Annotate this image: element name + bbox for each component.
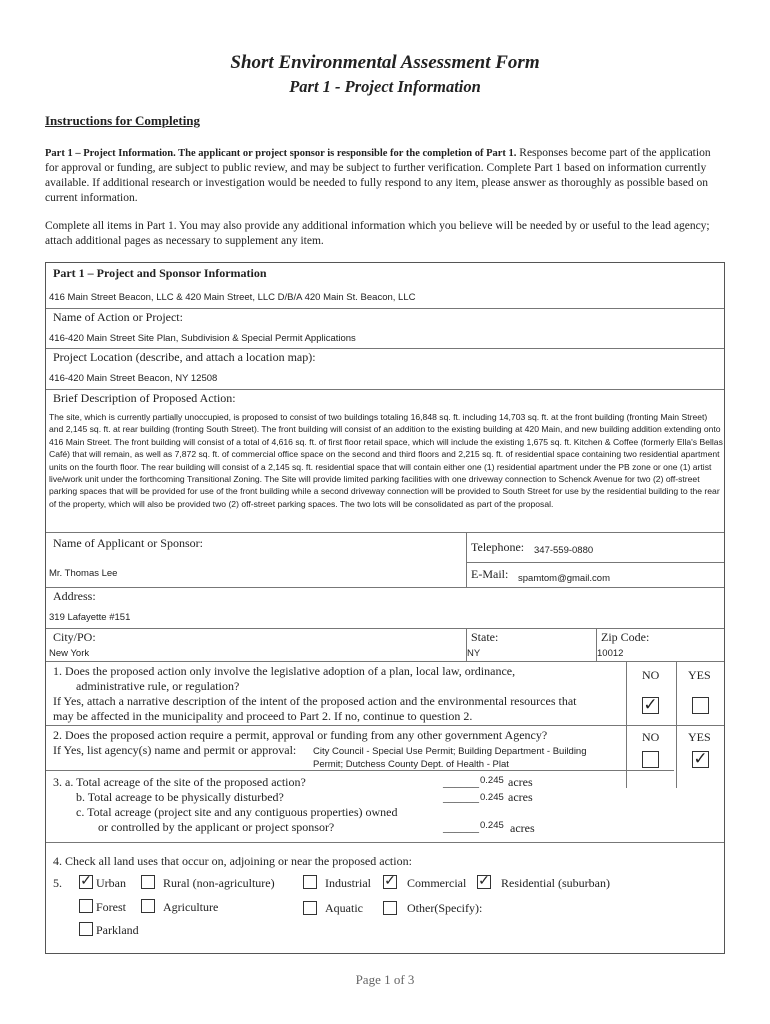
q2-text-line2: If Yes, list agency(s) name and permit or approval: bbox=[53, 743, 297, 757]
landuse-residential-label: Residential (suburban) bbox=[501, 876, 610, 890]
landuse-other-label: Other(Specify): bbox=[407, 901, 483, 915]
q2-no-label: NO bbox=[642, 730, 660, 744]
q1-yes-label: YES bbox=[688, 668, 711, 682]
q3c-label-line1: c. Total acreage (project site and any contiguous properties) owned bbox=[76, 805, 398, 819]
landuse-forest-label: Forest bbox=[96, 900, 126, 914]
instructions-heading: Instructions for Completing bbox=[45, 113, 201, 128]
description-value[interactable]: The site, which is currently partially unoccupied, is proposed to consist of two buildings totaling 16,848 sq. ft. including 14,703 sq. ft. at the front building (fronting Main Street) and 2,145 sq. ft. at rear building (fronting South Street). The front building will consist of an addition to the existing building at 420 Main, and new building addition extending onto 416 Main Street. The front building will consist of a total of 4,616 sq. ft. of first floor retail space, which will include the existing 1,675 sq. ft. Kitchen & Coffee (formerly Ella's Bellas Café) that will remain, as well as 7,872 sq. ft. of commercial office space on the second and third floors and 2,215 sq. ft. of residential space containing two residential apartment units on the fourth floor. The rear building will consist of a 2,145 sq. ft. residential space that will contain either one (1) residential apartment under the PB zone or one (1) artist live/work unit under the forthcoming Transitional Zoning. The Site will provide limited parking facilities with one driveway connection to Schenck Avenue for two (2) off-street parking spaces that will be provided for use of the front building while a second driveway connection will be provided to South Street for use by the residential building to the rear of the property, which will also be provided two (2) off-street parking spaces. The two lots will be consolidated as part of the proposal. bbox=[49, 412, 723, 509]
q1-no-label: NO bbox=[642, 668, 660, 682]
action-name-value[interactable]: 416-420 Main Street Site Plan, Subdivision & Special Permit Applications bbox=[49, 333, 356, 344]
landuse-urban-checkbox[interactable]: ✓ bbox=[80, 874, 92, 889]
zip-value[interactable]: 10012 bbox=[597, 648, 624, 659]
instructions-bold-lead: Part 1 – Project Information. The applicant or project sponsor is responsible for the completion of Part 1. bbox=[45, 148, 517, 159]
applicant-value[interactable]: Mr. Thomas Lee bbox=[49, 568, 118, 579]
q2-agencies-line1[interactable]: City Council - Special Use Permit; Building Department - Building bbox=[313, 746, 587, 757]
q3a-blank: ______ bbox=[443, 775, 479, 789]
project-info-form bbox=[45, 262, 725, 954]
landuse-urban-label: Urban bbox=[96, 876, 126, 890]
page-number: Page 1 of 3 bbox=[355, 972, 415, 987]
landuse-rural-checkbox[interactable] bbox=[141, 875, 155, 889]
description-label: Brief Description of Proposed Action: bbox=[53, 391, 236, 405]
address-label: Address: bbox=[53, 589, 96, 603]
landuse-parkland-label: Parkland bbox=[96, 923, 139, 937]
q2-yes-label: YES bbox=[688, 730, 711, 744]
zip-label: Zip Code: bbox=[601, 630, 650, 644]
form-subtitle: Part 1 - Project Information bbox=[289, 77, 481, 96]
q3c-acres-label: acres bbox=[510, 821, 535, 835]
instructions-body: Responses become part of the application for approval or funding, are subject to public review, and may be subject to further verification. Complete Part 1 based on information currently available. If additional research or investigation would be needed to fully respond to any item, please answer as thoroughly as possible based on current information. bbox=[45, 147, 711, 204]
email-label: E-Mail: bbox=[471, 567, 509, 581]
q1-text-line4: may be affected in the municipality and proceed to Part 2. If no, continue to question 2. bbox=[53, 709, 473, 723]
project-location-label: Project Location (describe, and attach a location map): bbox=[53, 350, 316, 364]
q3c-value[interactable]: 0.245 bbox=[480, 820, 504, 831]
landuse-parkland-checkbox[interactable] bbox=[79, 922, 93, 936]
q2-no-checkbox[interactable] bbox=[642, 751, 659, 768]
telephone-label: Telephone: bbox=[471, 540, 525, 554]
q3b-blank: ______ bbox=[443, 790, 479, 804]
q3c-label-line2: or controlled by the applicant or project sponsor? bbox=[98, 820, 335, 834]
landuse-agriculture-label: Agriculture bbox=[163, 900, 219, 914]
q1-yes-checkbox[interactable] bbox=[692, 697, 709, 714]
state-label: State: bbox=[471, 630, 499, 644]
landuse-industrial-checkbox[interactable] bbox=[303, 875, 317, 889]
q2-yes-checkbox[interactable]: ✓ bbox=[693, 749, 708, 768]
q1-text-line3: If Yes, attach a narrative description of the intent of the proposed action and the environmental resources that bbox=[53, 694, 577, 708]
q3b-acres-label: acres bbox=[508, 790, 533, 804]
q3b-value[interactable]: 0.245 bbox=[480, 792, 504, 803]
project-location-value[interactable]: 416-420 Main Street Beacon, NY 12508 bbox=[49, 373, 218, 384]
instructions-paragraph-1 bbox=[45, 146, 725, 206]
landuse-aquatic-label: Aquatic bbox=[325, 901, 363, 915]
section-title: Part 1 – Project and Sponsor Information bbox=[53, 266, 267, 280]
landuse-agriculture-checkbox[interactable] bbox=[141, 899, 155, 913]
landuse-residential-checkbox[interactable]: ✓ bbox=[478, 874, 490, 889]
q3b-label: b. Total acreage to be physically disturbed? bbox=[76, 790, 284, 804]
q3a-label: 3. a. Total acreage of the site of the proposed action? bbox=[53, 775, 306, 789]
applicant-label: Name of Applicant or Sponsor: bbox=[53, 536, 203, 550]
form-title: Short Environmental Assessment Form bbox=[230, 52, 540, 73]
sponsor-name-value[interactable]: 416 Main Street Beacon, LLC & 420 Main Street, LLC D/B/A 420 Main St. Beacon, LLC bbox=[49, 292, 416, 303]
q4-label: 4. Check all land uses that occur on, adjoining or near the proposed action: bbox=[53, 854, 412, 868]
landuse-industrial-label: Industrial bbox=[325, 876, 371, 890]
city-label: City/PO: bbox=[53, 630, 96, 644]
landuse-rural-label: Rural (non-agriculture) bbox=[163, 876, 275, 890]
landuse-commercial-checkbox[interactable]: ✓ bbox=[384, 874, 396, 889]
address-value[interactable]: 319 Lafayette #151 bbox=[49, 612, 131, 623]
q2-text-line1: 2. Does the proposed action require a permit, approval or funding from any other government Agency? bbox=[53, 728, 548, 742]
landuse-other-checkbox[interactable] bbox=[383, 901, 397, 915]
instructions-paragraph-2: Complete all items in Part 1. You may also provide any additional information which you believe will be needed by or useful to the lead agency; attach additional pages as necessary to supplement any item. bbox=[45, 220, 710, 247]
telephone-value[interactable]: 347-559-0880 bbox=[534, 545, 594, 556]
q3a-acres-label: acres bbox=[508, 775, 533, 789]
landuse-forest-checkbox[interactable] bbox=[79, 899, 93, 913]
q3a-value[interactable]: 0.245 bbox=[480, 775, 504, 786]
q1-text-line2: administrative rule, or regulation? bbox=[76, 679, 240, 693]
q1-no-checkbox[interactable]: ✓ bbox=[643, 695, 658, 714]
q1-text-line1: 1. Does the proposed action only involve the legislative adoption of a plan, local law, ordinance, bbox=[53, 664, 516, 678]
q2-agencies-line2[interactable]: Permit; Dutchess County Dept. of Health - Plat bbox=[313, 759, 509, 770]
landuse-commercial-label: Commercial bbox=[407, 876, 467, 890]
q3c-blank: ______ bbox=[443, 820, 479, 834]
city-value[interactable]: New York bbox=[49, 648, 90, 659]
q5-label: 5. bbox=[53, 876, 62, 890]
landuse-aquatic-checkbox[interactable] bbox=[303, 901, 317, 915]
email-value[interactable]: spamtom@gmail.com bbox=[518, 573, 610, 584]
action-name-label: Name of Action or Project: bbox=[53, 310, 183, 324]
state-value[interactable]: NY bbox=[467, 648, 481, 659]
